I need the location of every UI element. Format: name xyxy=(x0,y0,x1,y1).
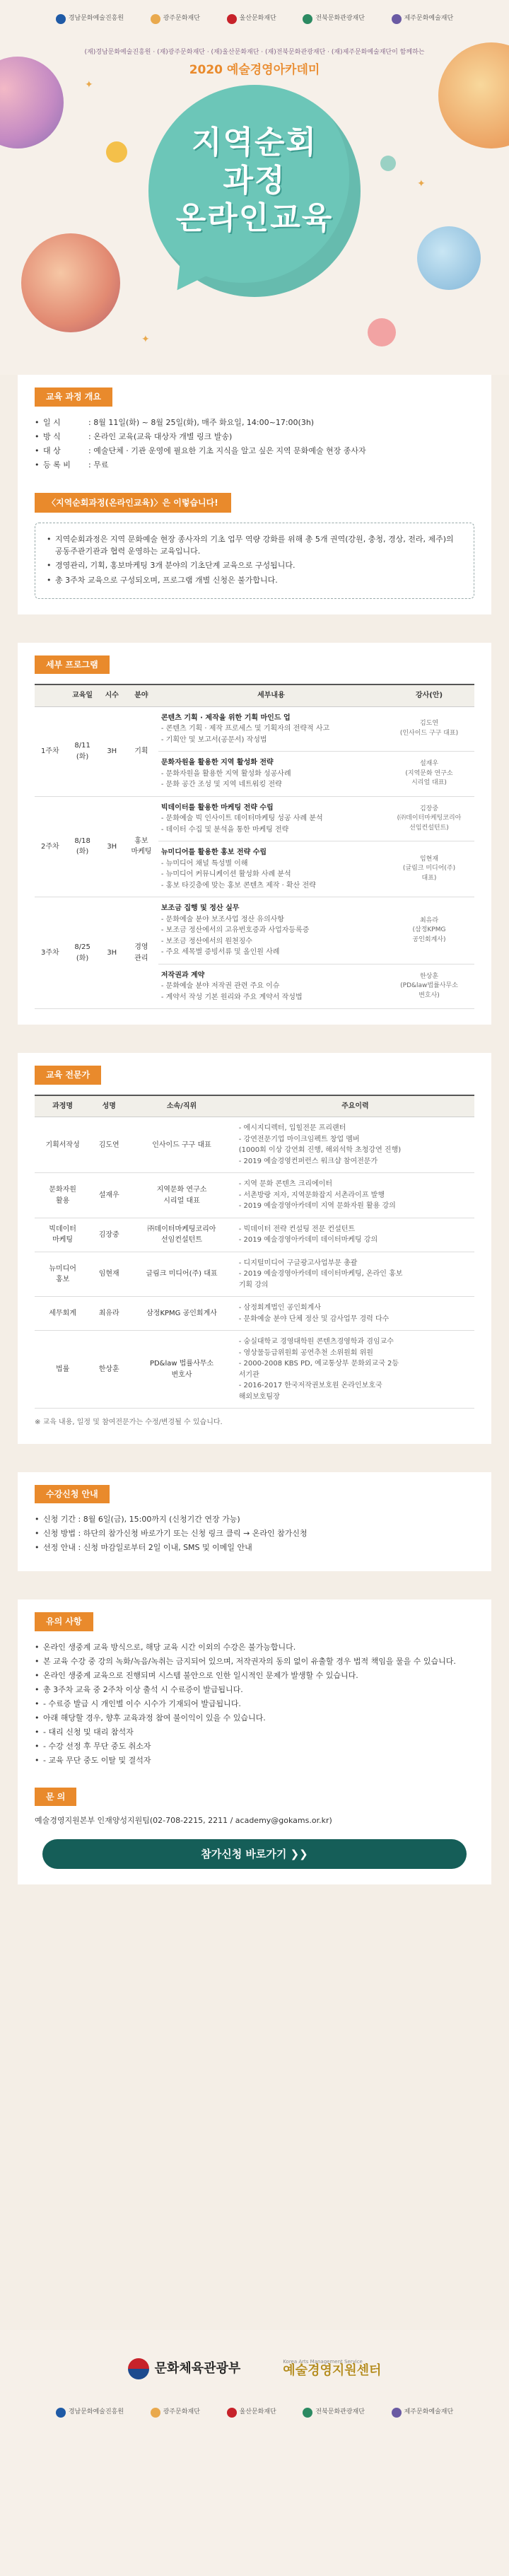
hours-cell: 3H xyxy=(100,796,124,897)
hero-title: 지역순회 과정 온라인교육 xyxy=(175,124,334,237)
course-cell: 뉴미디어 홍보 xyxy=(35,1252,90,1297)
notice-text: ※ 교육 내용, 일정 및 참여전문가는 수정/변경될 수 있습니다. xyxy=(35,1418,223,1427)
overview-key: 대 상 xyxy=(43,445,61,455)
overview-section xyxy=(18,375,491,614)
caution-list xyxy=(35,1641,474,1766)
planet-decoration xyxy=(21,233,120,332)
hours-cell: 3H xyxy=(100,706,124,796)
session-line: - 보조금 정산에서의 고유번호증과 사업자등록증 xyxy=(160,926,310,935)
session-line: - 콘텐츠 기획 · 제작 프로세스 및 기획자의 전략적 사고 xyxy=(160,725,330,733)
name-cell: 김도연 xyxy=(90,1117,127,1173)
session-line: - 주요 세목별 증빙서류 및 올인원 사례 xyxy=(160,948,280,957)
name-cell: 한상훈 xyxy=(90,1331,127,1409)
course-cell: 법률 xyxy=(35,1331,90,1409)
week-cell: 3주차 xyxy=(35,897,66,1009)
table-row xyxy=(35,897,474,964)
career-cell xyxy=(236,1297,474,1331)
caution-item: • 총 3주차 교육 중 2주차 이상 출석 시 수료증이 발급됩니다. xyxy=(35,1684,474,1696)
session-line: - 문화 공간 조성 및 지역 네트워킹 전략 xyxy=(160,781,282,789)
overview-key: 방 식 xyxy=(43,431,61,441)
session-line: - 데이터 수집 및 분석을 통한 마케팅 전략 xyxy=(160,825,289,834)
career-line: - 2000-2008 KBS PD, 예교통상부 문화외교국 2등 xyxy=(238,1360,399,1368)
caution-item: • - 대리 신청 및 대리 참석자 xyxy=(35,1726,474,1738)
partner-logos xyxy=(0,0,509,24)
field-cell: 홍보 마케팅 xyxy=(124,796,158,897)
career-cell xyxy=(236,1252,474,1297)
session-line: - 문화자원을 활용한 지역 활성화 성공사례 xyxy=(160,769,291,778)
session-title: 보조금 집행 및 정산 실무 xyxy=(160,904,240,913)
career-cell xyxy=(236,1117,474,1173)
career-line: - 서촌방랑 저자, 지역문화잡지 서촌라이프 발행 xyxy=(238,1191,385,1199)
overview-item xyxy=(35,431,474,443)
planet-decoration xyxy=(380,156,396,171)
name-cell: 설재우 xyxy=(90,1173,127,1218)
career-line: - 디지털미디어 구글광고사업부문 총괄 xyxy=(238,1259,358,1267)
session-title: 뉴미디어를 활용한 홍보 전략 수립 xyxy=(160,849,267,857)
program-section xyxy=(18,643,491,1025)
caution-item: • 온라인 생중계 교육 방식으로, 해당 교육 시간 이외의 수강은 불가능합니다. xyxy=(35,1641,474,1653)
course-cell: 기획서작성 xyxy=(35,1117,90,1173)
field-cell: 기획 xyxy=(124,706,158,796)
table-header: 분야 xyxy=(124,684,158,706)
org-cell: PD&law 법률사무소 변호사 xyxy=(127,1331,236,1409)
instructor-cell: 김장중 (㈜데이터마케팅코리아 선임컨설턴트) xyxy=(384,796,474,841)
caution-item: • 온라인 생중계 교육으로 진행되며 시스템 불안으로 인한 일시적인 문제가 발생할 수 있습니다. xyxy=(35,1669,474,1682)
session-line: - 기획안 및 보고서(공문서) 작성법 xyxy=(160,735,267,744)
instructor-cell: 설재우 (지역문화 연구소 시리얼 대표) xyxy=(384,752,474,797)
caution-section xyxy=(18,1599,491,1884)
caution-item: • - 교육 무단 중도 이탈 및 결석자 xyxy=(35,1754,474,1766)
course-cell: 세무회계 xyxy=(35,1297,90,1331)
session-line: - 홍보 타깃층에 맞는 홍보 콘텐츠 제작 · 확산 전략 xyxy=(160,881,316,890)
star-icon: ✦ xyxy=(141,334,150,345)
partner-logo: 제주문화예술재단 xyxy=(392,2408,454,2418)
section-tag: 세부 프로그램 xyxy=(35,655,110,675)
partner-logo: 전북문화관광재단 xyxy=(303,2408,365,2418)
intro-item: • 총 3주차 교육으로 구성되오며, 프로그램 개별 신청은 불가합니다. xyxy=(47,574,462,586)
career-line: - 2019 예술경영컨퍼런스 워크샵 참여전문가 xyxy=(238,1157,378,1165)
date-cell: 8/11 (화) xyxy=(66,706,100,796)
overview-key: 일 시 xyxy=(43,417,61,427)
star-icon: ✦ xyxy=(417,178,426,190)
career-line: - 숭실대학교 경영대학원 콘텐츠경영학과 겸임교수 xyxy=(238,1338,394,1346)
table-row xyxy=(35,1331,474,1409)
org-cell: 지역문화 연구소 시리얼 대표 xyxy=(127,1173,236,1218)
overview-item xyxy=(35,416,474,429)
career-cell xyxy=(236,1331,474,1409)
partner-logo: 전북문화관광재단 xyxy=(303,14,365,24)
overview-list xyxy=(35,416,474,471)
career-line: (1000회 이상 강연회 진행, 해외석학 초청강연 진행) xyxy=(238,1146,402,1155)
session-cell xyxy=(158,706,384,752)
date-cell: 8/25 (화) xyxy=(66,897,100,1009)
session-cell xyxy=(158,964,384,1009)
table-row xyxy=(35,1218,474,1252)
section-tag: 〈지역순회과정(온라인교육)〉은 이렇습니다! xyxy=(35,493,231,513)
table-row xyxy=(35,1252,474,1297)
section-tag: 문 의 xyxy=(35,1788,76,1807)
overview-key: 등 록 비 xyxy=(43,460,71,470)
table-row xyxy=(35,796,474,841)
footer xyxy=(0,2330,509,2576)
org-cell: 삼정KPMG 공인회계사 xyxy=(127,1297,236,1331)
session-line: - 보조금 정산에서의 원천징수 xyxy=(160,937,252,945)
partner-logo: 울산문화재단 xyxy=(227,2408,276,2418)
career-line: - 2019 예술경영아카데미 지역 문화자원 활용 강의 xyxy=(238,1202,396,1211)
course-cell: 빅데이터 마케팅 xyxy=(35,1218,90,1252)
session-title: 콘텐츠 기획 · 제작을 위한 기획 마인드 업 xyxy=(160,713,291,722)
section-tag: 교육 과정 개요 xyxy=(35,387,112,407)
session-line: - 뉴미디어 커뮤니케이션 활성화 사례 분석 xyxy=(160,870,291,879)
partner-logo: 경남문화예술진흥원 xyxy=(56,14,124,24)
apply-item: • 선정 안내 : 신청 마감일로부터 2일 이내, SMS 및 이메일 안내 xyxy=(35,1541,474,1554)
career-line: 해외보호팀장 xyxy=(238,1392,280,1401)
partner-logo: 울산문화재단 xyxy=(227,14,276,24)
planet-decoration xyxy=(438,42,509,148)
planet-decoration xyxy=(417,226,481,290)
instructor-cell: 최유라 (삼정KPMG 공인회계사) xyxy=(384,897,474,964)
session-cell xyxy=(158,841,384,897)
apply-section xyxy=(18,1472,491,1572)
table-row xyxy=(35,1173,474,1218)
table-row xyxy=(35,706,474,752)
planet-decoration xyxy=(368,318,396,346)
session-cell xyxy=(158,752,384,797)
career-line: - 빅데이터 전략 컨설팅 전문 컨설턴트 xyxy=(238,1225,356,1233)
section-tag: 수강신청 안내 xyxy=(35,1485,110,1504)
apply-button[interactable]: 참가신청 바로가기 ❯❯ xyxy=(42,1839,467,1869)
org-cell: 인사이드 구구 대표 xyxy=(127,1117,236,1173)
partner-logo: 광주문화재단 xyxy=(151,14,200,24)
intro-item: • 경영관리, 기획, 홍보마케팅 3개 분야의 기초단계 교육으로 구성됩니다. xyxy=(47,559,462,571)
hero-subtitle: (재)경남문화예술진흥원 · (재)광주문화재단 · (재)울산문화재단 · (재)전북문화관광재단 · (재)제주문화예술재단이 함께하는 xyxy=(84,49,425,56)
career-line: - 문화예술 분야 단체 정산 및 감사업무 경력 다수 xyxy=(238,1315,390,1323)
table-header: 성명 xyxy=(90,1095,127,1117)
career-line: 서기관 xyxy=(238,1370,259,1379)
date-cell: 8/18 (화) xyxy=(66,796,100,897)
instructor-cell: 김도연 (인사이드 구구 대표) xyxy=(384,706,474,752)
overview-value: : 예술단체 · 기관 운영에 필요한 기초 지식을 알고 싶은 지역 문화예술 현장 종사자 xyxy=(88,445,366,455)
overview-item xyxy=(35,445,474,457)
session-cell xyxy=(158,897,384,964)
career-line: - 삼정회계법인 공인회계사 xyxy=(238,1304,321,1312)
session-line: - 문화예술 분야 저작권 관련 주요 이슈 xyxy=(160,982,280,991)
week-cell: 1주차 xyxy=(35,706,66,796)
caution-item: • 본 교육 수강 중 강의 녹화/녹음/녹취는 금지되어 있으며, 저작권자의 동의 없이 유출할 경우 법적 책임을 물을 수 있습니다. xyxy=(35,1655,474,1667)
overview-value: : 무료 xyxy=(88,460,109,470)
session-cell xyxy=(158,796,384,841)
hero-banner xyxy=(0,0,509,375)
apply-item: • 신청 기간 : 8월 6일(금), 15:00까지 (신청기간 연장 가능) xyxy=(35,1513,474,1525)
org-cell: 글림크 미디어(주) 대표 xyxy=(127,1252,236,1297)
name-cell: 임현재 xyxy=(90,1252,127,1297)
instructor-cell: 임현재 (글림크 미디어(주) 대표) xyxy=(384,841,474,897)
section-tag: 교육 전문가 xyxy=(35,1066,101,1085)
overview-value: : 8월 11일(화) ~ 8월 25일(화), 매주 화요일, 14:00~17:00(3h) xyxy=(88,417,315,427)
table-header: 주요이력 xyxy=(236,1095,474,1117)
career-line: 기획 강의 xyxy=(238,1281,269,1289)
career-cell xyxy=(236,1218,474,1252)
career-line: - 에시지디렉터, 입힐전문 프리랜터 xyxy=(238,1124,346,1133)
name-cell: 김장중 xyxy=(90,1218,127,1252)
apply-list xyxy=(35,1513,474,1554)
caution-item: • 아래 해당할 경우, 향후 교육과정 참여 불이익이 있을 수 있습니다. xyxy=(35,1712,474,1724)
overview-value: : 온라인 교육(교육 대상자 개별 링크 발송) xyxy=(88,431,233,441)
name-cell: 최유라 xyxy=(90,1297,127,1331)
overview-item xyxy=(35,459,474,471)
taegeuk-icon xyxy=(128,2358,149,2379)
instructor-cell: 한상훈 (PD&law법률사무소 변호사) xyxy=(384,964,474,1009)
partner-logo: 경남문화예술진흥원 xyxy=(56,2408,124,2418)
session-line: - 계약서 작성 기본 원리와 주요 계약서 작성법 xyxy=(160,993,303,1001)
program-table xyxy=(35,684,474,1009)
session-title: 빅데이터를 활용한 마케팅 전략 수립 xyxy=(160,803,274,812)
table-row xyxy=(35,1117,474,1173)
session-line: - 문화예술 분야 보조사업 정산 유의사항 xyxy=(160,915,284,923)
career-line: - 지역 문화 콘텐츠 크리에이터 xyxy=(238,1180,333,1189)
experts-table xyxy=(35,1095,474,1409)
ministry-logo: 문화체육관광부 xyxy=(128,2358,241,2379)
session-title: 저작권과 계약 xyxy=(160,971,205,979)
table-header: 소속/직위 xyxy=(127,1095,236,1117)
planet-decoration xyxy=(106,141,127,163)
career-line: - 2019 예술경영아카데미 데이터마케팅 강의 xyxy=(238,1236,378,1245)
table-header: 과정명 xyxy=(35,1095,90,1117)
star-icon: ✦ xyxy=(85,79,93,91)
table-header: 세부내용 xyxy=(158,684,384,706)
table-row xyxy=(35,1297,474,1331)
session-line: - 문화예술 빅 인사이트 데이터마케팅 성공 사례 분석 xyxy=(160,815,323,823)
caution-item: • - 수료증 발급 시 개인별 이수 시수가 기재되어 발급됩니다. xyxy=(35,1698,474,1710)
session-title: 문화자원을 활용한 지역 활성화 전략 xyxy=(160,759,274,767)
hero-headline: 2020 예술경영아카데미 xyxy=(189,62,320,77)
experts-section xyxy=(18,1053,491,1444)
intro-list xyxy=(47,533,462,585)
partner-logo: 광주문화재단 xyxy=(151,2408,200,2418)
table-header: 강사(안) xyxy=(384,684,474,706)
session-line: - 뉴미디어 채널 특성별 이해 xyxy=(160,859,248,868)
career-line: - 2016-2017 한국저작권보호원 온라인보호국 xyxy=(238,1382,382,1390)
contact-text: 예술경영지원본부 인재양성지원팀(02-708-2215, 2211 / academy@gokams.or.kr) xyxy=(35,1816,332,1826)
section-tag: 유의 사항 xyxy=(35,1612,93,1631)
speech-bubble xyxy=(148,85,361,297)
career-line: - 영상물등급위원회 공연추천 소위원회 위원 xyxy=(238,1348,373,1357)
course-cell: 문화자원 활용 xyxy=(35,1173,90,1218)
career-line: - 2019 예술경영아카데미 데이터마케팅, 온라인 홍보 xyxy=(238,1270,403,1278)
apply-item: • 신청 방법 : 하단의 참가신청 바로가기 또는 신청 링크 클릭 → 온라인 참가신청 xyxy=(35,1527,474,1539)
footer-partner-logos xyxy=(0,2379,509,2418)
table-header: 시수 xyxy=(100,684,124,706)
intro-box xyxy=(35,523,474,598)
career-line: - 강연전문기업 마이크임펙트 창업 멤버 xyxy=(238,1135,360,1143)
table-header: 교육일 xyxy=(66,684,100,706)
org-cell: ㈜데이터마케팅코리아 선임컨설턴트 xyxy=(127,1218,236,1252)
hours-cell: 3H xyxy=(100,897,124,1009)
table-header xyxy=(35,684,66,706)
partner-logo: 제주문화예술재단 xyxy=(392,14,454,24)
week-cell: 2주차 xyxy=(35,796,66,897)
field-cell: 경영 관리 xyxy=(124,897,158,1009)
caution-item: • - 수강 선정 후 무단 중도 취소자 xyxy=(35,1740,474,1752)
agency-logo: Korea Arts Management Service 예술경영지원센터 xyxy=(283,2358,382,2379)
intro-item: • 지역순회과정은 지역 문화예술 현장 종사자의 기초 업무 역량 강화를 위해 총 5개 권역(강원, 충청, 경상, 전라, 제주)의 공동주관기관과 협력 운영하는 교육입니다. xyxy=(47,533,462,557)
career-cell xyxy=(236,1173,474,1218)
